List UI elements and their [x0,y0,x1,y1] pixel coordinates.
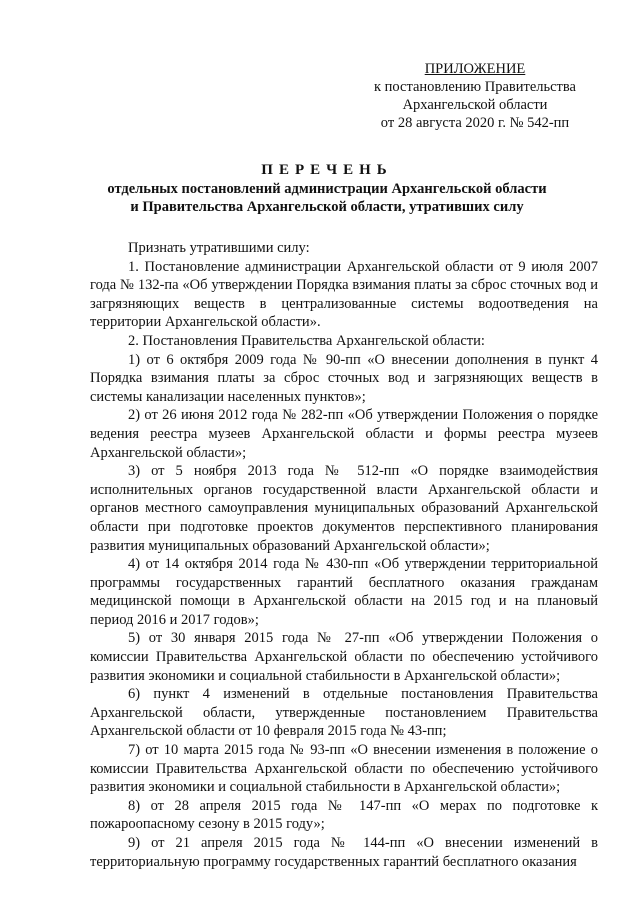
paragraph-item-1: 1. Постановление администрации Архангельской области от 9 июля 2007 года № 132-па «Об утверждении Порядка взимания платы за сброс сточных вод и загрязняющих веществ в централизованные системы водоотведения на территории Архангельской области». [90,258,598,331]
paragraph-subitem-3: 3) от 5 ноября 2013 года № 512-пп «О порядке взаимодействия исполнительных органов государственной власти Архангельской области и органов местного самоуправления муниципальных образований Архангельской области при подготовке проектов документов перспективного планирования развития муниципальных образований Архангельской области»; [90,463,598,554]
paragraph-item-2: 2. Постановления Правительства Архангельской области: [128,332,485,349]
document-body [90,239,598,871]
document-heading [70,160,584,216]
paragraph-subitem-4: 4) от 14 октября 2014 года № 430-пп «Об утверждении территориальной программы государственных гарантий бесплатного оказания гражданам медицинской помощи в Архангельской области на 2015 год и на плановый период 2016 и 2017 годов»; [90,556,598,628]
paragraph-subitem-2: 2) от 26 июня 2012 года № 282-пп «Об утверждении Положения о порядке ведения реестра музеев Архангельской области и формы реестра музеев Архангельской области»; [90,407,598,461]
appendix-line-1: к постановлению Правительства [374,79,576,95]
document-subtitle-line-1: отдельных постановлений администрации Архангельской области [107,181,547,197]
paragraph-subitem-7: 7) от 10 марта 2015 года № 93-пп «О внесении изменения в положение о комиссии Правительства Архангельской области по обеспечению устойчивого развития экономики и социальной стабильности в Архангельской области»; [90,742,598,796]
paragraph-subitem-9: 9) от 21 апреля 2015 года № 144-пп «О внесении изменений в территориальную программу государственных гарантий бесплатного оказания [90,835,598,870]
paragraph-subitem-5: 5) от 30 января 2015 года № 27-пп «Об утверждении Положения о комиссии Правительства Архангельской области по обеспечению устойчивого развития экономики и социальной стабильности в Архангельской области»; [90,630,598,684]
paragraph-subitem-6: 6) пункт 4 изменений в отдельные постановления Правительства Архангельской области, утвержденные постановлением Правительства Архангельской области от 10 февраля 2015 года № 43-пп; [90,686,598,740]
paragraph-subitem-1: 1) от 6 октября 2009 года № 90-пп «О внесении дополнения в пункт 4 Порядка взимания платы за сброс сточных вод и загрязняющих веществ в системы канализации населенных пунктов»; [90,351,598,405]
paragraph-subitem-8: 8) от 28 апреля 2015 года № 147-пп «О мерах по подготовке к пожароопасному сезону в 2015 году»; [90,797,598,833]
document-subtitle-line-2: и Правительства Архангельской области, утративших силу [130,199,524,215]
appendix-line-2: Архангельской области [402,97,548,113]
document-title: ПЕРЕЧЕНЬ [261,162,393,178]
paragraph-intro: Признать утратившими силу: [128,240,310,256]
appendix-title: ПРИЛОЖЕНИЕ [424,61,526,77]
appendix-block [350,60,600,132]
appendix-line-3: от 28 августа 2020 г. № 542-пп [380,115,570,131]
